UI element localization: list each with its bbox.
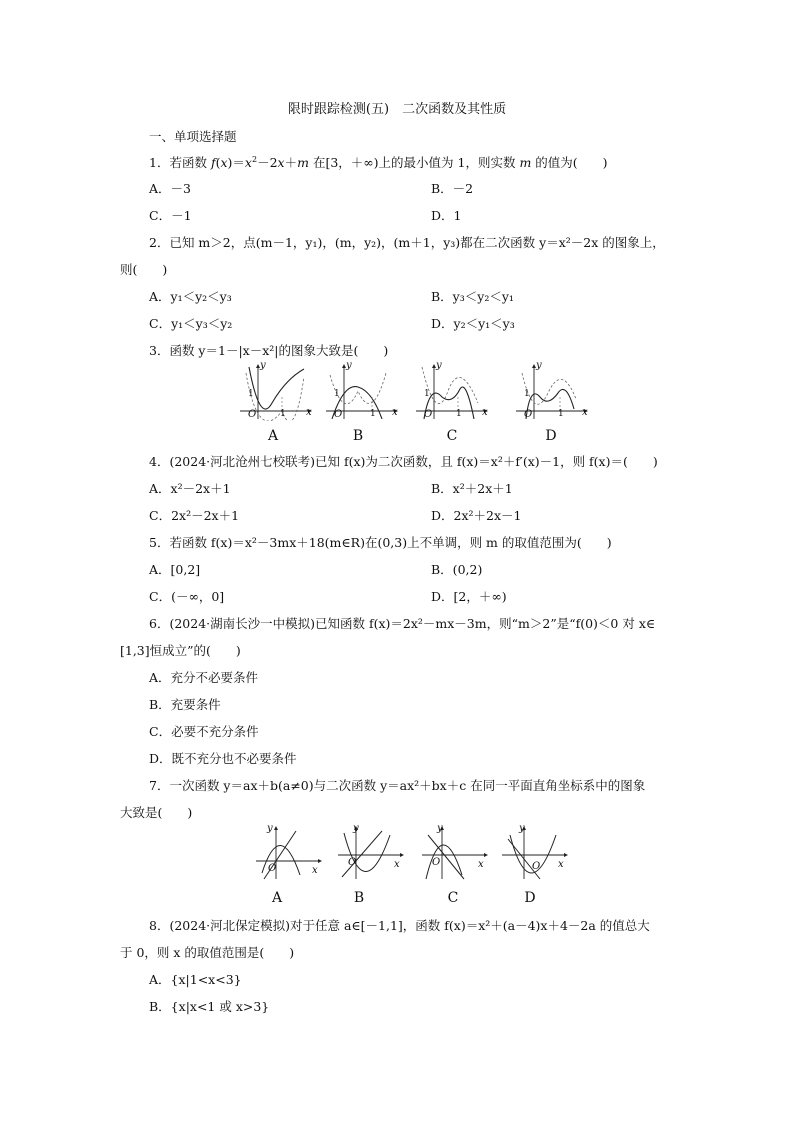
q4-option-c[interactable]: C．2x²－2x＋1: [149, 508, 240, 523]
axis-x-label: x: [482, 407, 488, 418]
axis-x-label: x: [478, 859, 484, 870]
q7-stem-line2: 大致是( ): [120, 805, 193, 820]
q7-figure-a[interactable]: [254, 825, 322, 881]
tick-label: 1: [334, 389, 340, 399]
q4-option-a[interactable]: A．x²－2x＋1: [149, 481, 231, 496]
q3-figure-a[interactable]: [238, 360, 312, 421]
axis-x-label: x: [558, 859, 564, 870]
q1-option-a[interactable]: A．－3: [149, 181, 191, 196]
tick-label: 1: [370, 409, 376, 419]
q4-option-d[interactable]: D．2x²＋2x－1: [431, 508, 522, 523]
q6-stem-line2: [1,3]恒成立”的( ): [120, 643, 241, 658]
q3-figure-label: C: [446, 428, 458, 444]
axis-x-label: x: [306, 407, 312, 418]
axis-y-label: y: [260, 360, 266, 371]
q1-stem: 1．若函数 $f(x)=x^2-2x+m$ 在[3，＋∞)上的最小值为 1，则实数 m 的值为( ): [149, 154, 608, 170]
q5-stem: 5．若函数 f(x)＝x²－3mx＋18(m∈R)在(0,3)上不单调，则 m 的取值范围为( ): [149, 535, 612, 550]
axis-y-label: y: [353, 823, 359, 834]
q2-stem-line1: 2．已知 m＞2，点(m－1，y₁)，(m，y₂)，(m＋1，y₃)都在二次函数 y＝x²－2x 的图象上，: [149, 235, 665, 250]
origin-label: O: [334, 409, 343, 420]
q7-figure-label: D: [524, 890, 536, 906]
axis-x-label: x: [392, 407, 398, 418]
q7-stem-line1: 7．一次函数 y＝ax＋b(a≠0)与二次函数 y＝ax²＋bx＋c 在同一平面直角坐标系中的图象: [149, 778, 646, 793]
origin-label: O: [424, 409, 433, 420]
q2-stem-line2: 则( ): [120, 262, 168, 277]
q4-stem: 4．(2024·河北沧州七校联考)已知 f(x)为二次函数，且 f(x)＝x²＋f′(x)－1，则 f(x)＝( ): [149, 454, 658, 469]
origin-label: O: [524, 409, 533, 420]
tick-label: 1: [424, 389, 430, 399]
q3-figure-c[interactable]: [414, 360, 488, 421]
origin-label: O: [432, 857, 441, 868]
tick-label: 1: [456, 409, 462, 419]
q1-option-b[interactable]: B．－2: [431, 181, 474, 196]
q3-figure-label: B: [352, 428, 364, 444]
q8-option-a[interactable]: A．{x|1<x<3}: [149, 972, 242, 987]
axis-y-label: y: [536, 360, 542, 371]
q3-figure-label: A: [267, 428, 279, 444]
q6-option-b[interactable]: B．充要条件: [149, 697, 221, 712]
q3-figure-b[interactable]: [324, 360, 398, 421]
q7-figure-d[interactable]: [500, 825, 568, 881]
q7-figure-label: C: [447, 890, 459, 906]
q2-option-c[interactable]: C．y₁＜y₃＜y₂: [149, 316, 233, 331]
tick-label: 1: [558, 409, 564, 419]
axis-x-label: x: [582, 407, 588, 418]
q2-option-b[interactable]: B．y₃＜y₂＜y₁: [431, 289, 514, 304]
q8-option-b[interactable]: B．{x|x<1 或 x>3}: [149, 999, 270, 1014]
q6-option-c[interactable]: C．必要不充分条件: [149, 724, 259, 739]
q3-figure-label: D: [545, 428, 557, 444]
q6-option-a[interactable]: A．充分不必要条件: [149, 670, 259, 685]
axis-x-label: x: [394, 859, 400, 870]
tick-label: 1: [280, 409, 286, 419]
q5-option-d[interactable]: D．[2，＋∞): [431, 589, 507, 604]
q1-option-c[interactable]: C．－1: [149, 208, 192, 223]
q5-option-a[interactable]: A．[0,2]: [149, 562, 201, 577]
q1-option-d[interactable]: D．1: [431, 208, 462, 223]
q2-option-d[interactable]: D．y₂＜y₁＜y₃: [431, 316, 515, 331]
q8-stem-line1: 8．(2024·河北保定模拟)对于任意 a∈[－1,1]，函数 f(x)＝x²＋(a－4)x＋4－2a 的值总大: [149, 918, 650, 933]
q4-option-b[interactable]: B．x²＋2x＋1: [431, 481, 513, 496]
q2-option-a[interactable]: A．y₁＜y₂＜y₃: [149, 289, 232, 304]
origin-label: O: [248, 409, 257, 420]
origin-label: O: [532, 861, 541, 872]
section-heading: 一、单项选择题: [149, 129, 237, 144]
origin-label: O: [348, 857, 357, 868]
q6-option-d[interactable]: D．既不充分也不必要条件: [149, 751, 297, 766]
page-title: 限时跟踪检测(五) 二次函数及其性质: [287, 102, 507, 117]
q5-option-b[interactable]: B．(0,2): [431, 562, 483, 577]
axis-y-label: y: [437, 823, 443, 834]
origin-label: O: [268, 863, 277, 874]
axis-x-label: x: [312, 865, 318, 876]
q3-figure-d[interactable]: [514, 360, 588, 421]
q8-stem-line2: 于 0，则 x 的取值范围是( ): [120, 945, 295, 960]
axis-y-label: y: [346, 360, 352, 371]
q6-stem-line1: 6．(2024·湖南长沙一中模拟)已知函数 f(x)＝2x²－mx－3m，则“m＞2”是“f(0)＜0 对 x∈: [149, 616, 656, 631]
axis-y-label: y: [436, 360, 442, 371]
q7-figure-c[interactable]: [420, 825, 488, 881]
q7-figure-label: B: [353, 890, 365, 906]
axis-y-label: y: [267, 823, 273, 834]
axis-y-label: y: [519, 823, 525, 834]
q5-option-c[interactable]: C．(－∞，0]: [149, 589, 225, 604]
tick-label: 1: [524, 389, 530, 399]
q3-stem: 3．函数 y＝1－|x－x²|的图象大致是( ): [149, 343, 389, 358]
q7-figure-b[interactable]: [336, 825, 404, 881]
tick-label: 1: [248, 389, 254, 399]
q7-figure-label: A: [271, 890, 283, 906]
